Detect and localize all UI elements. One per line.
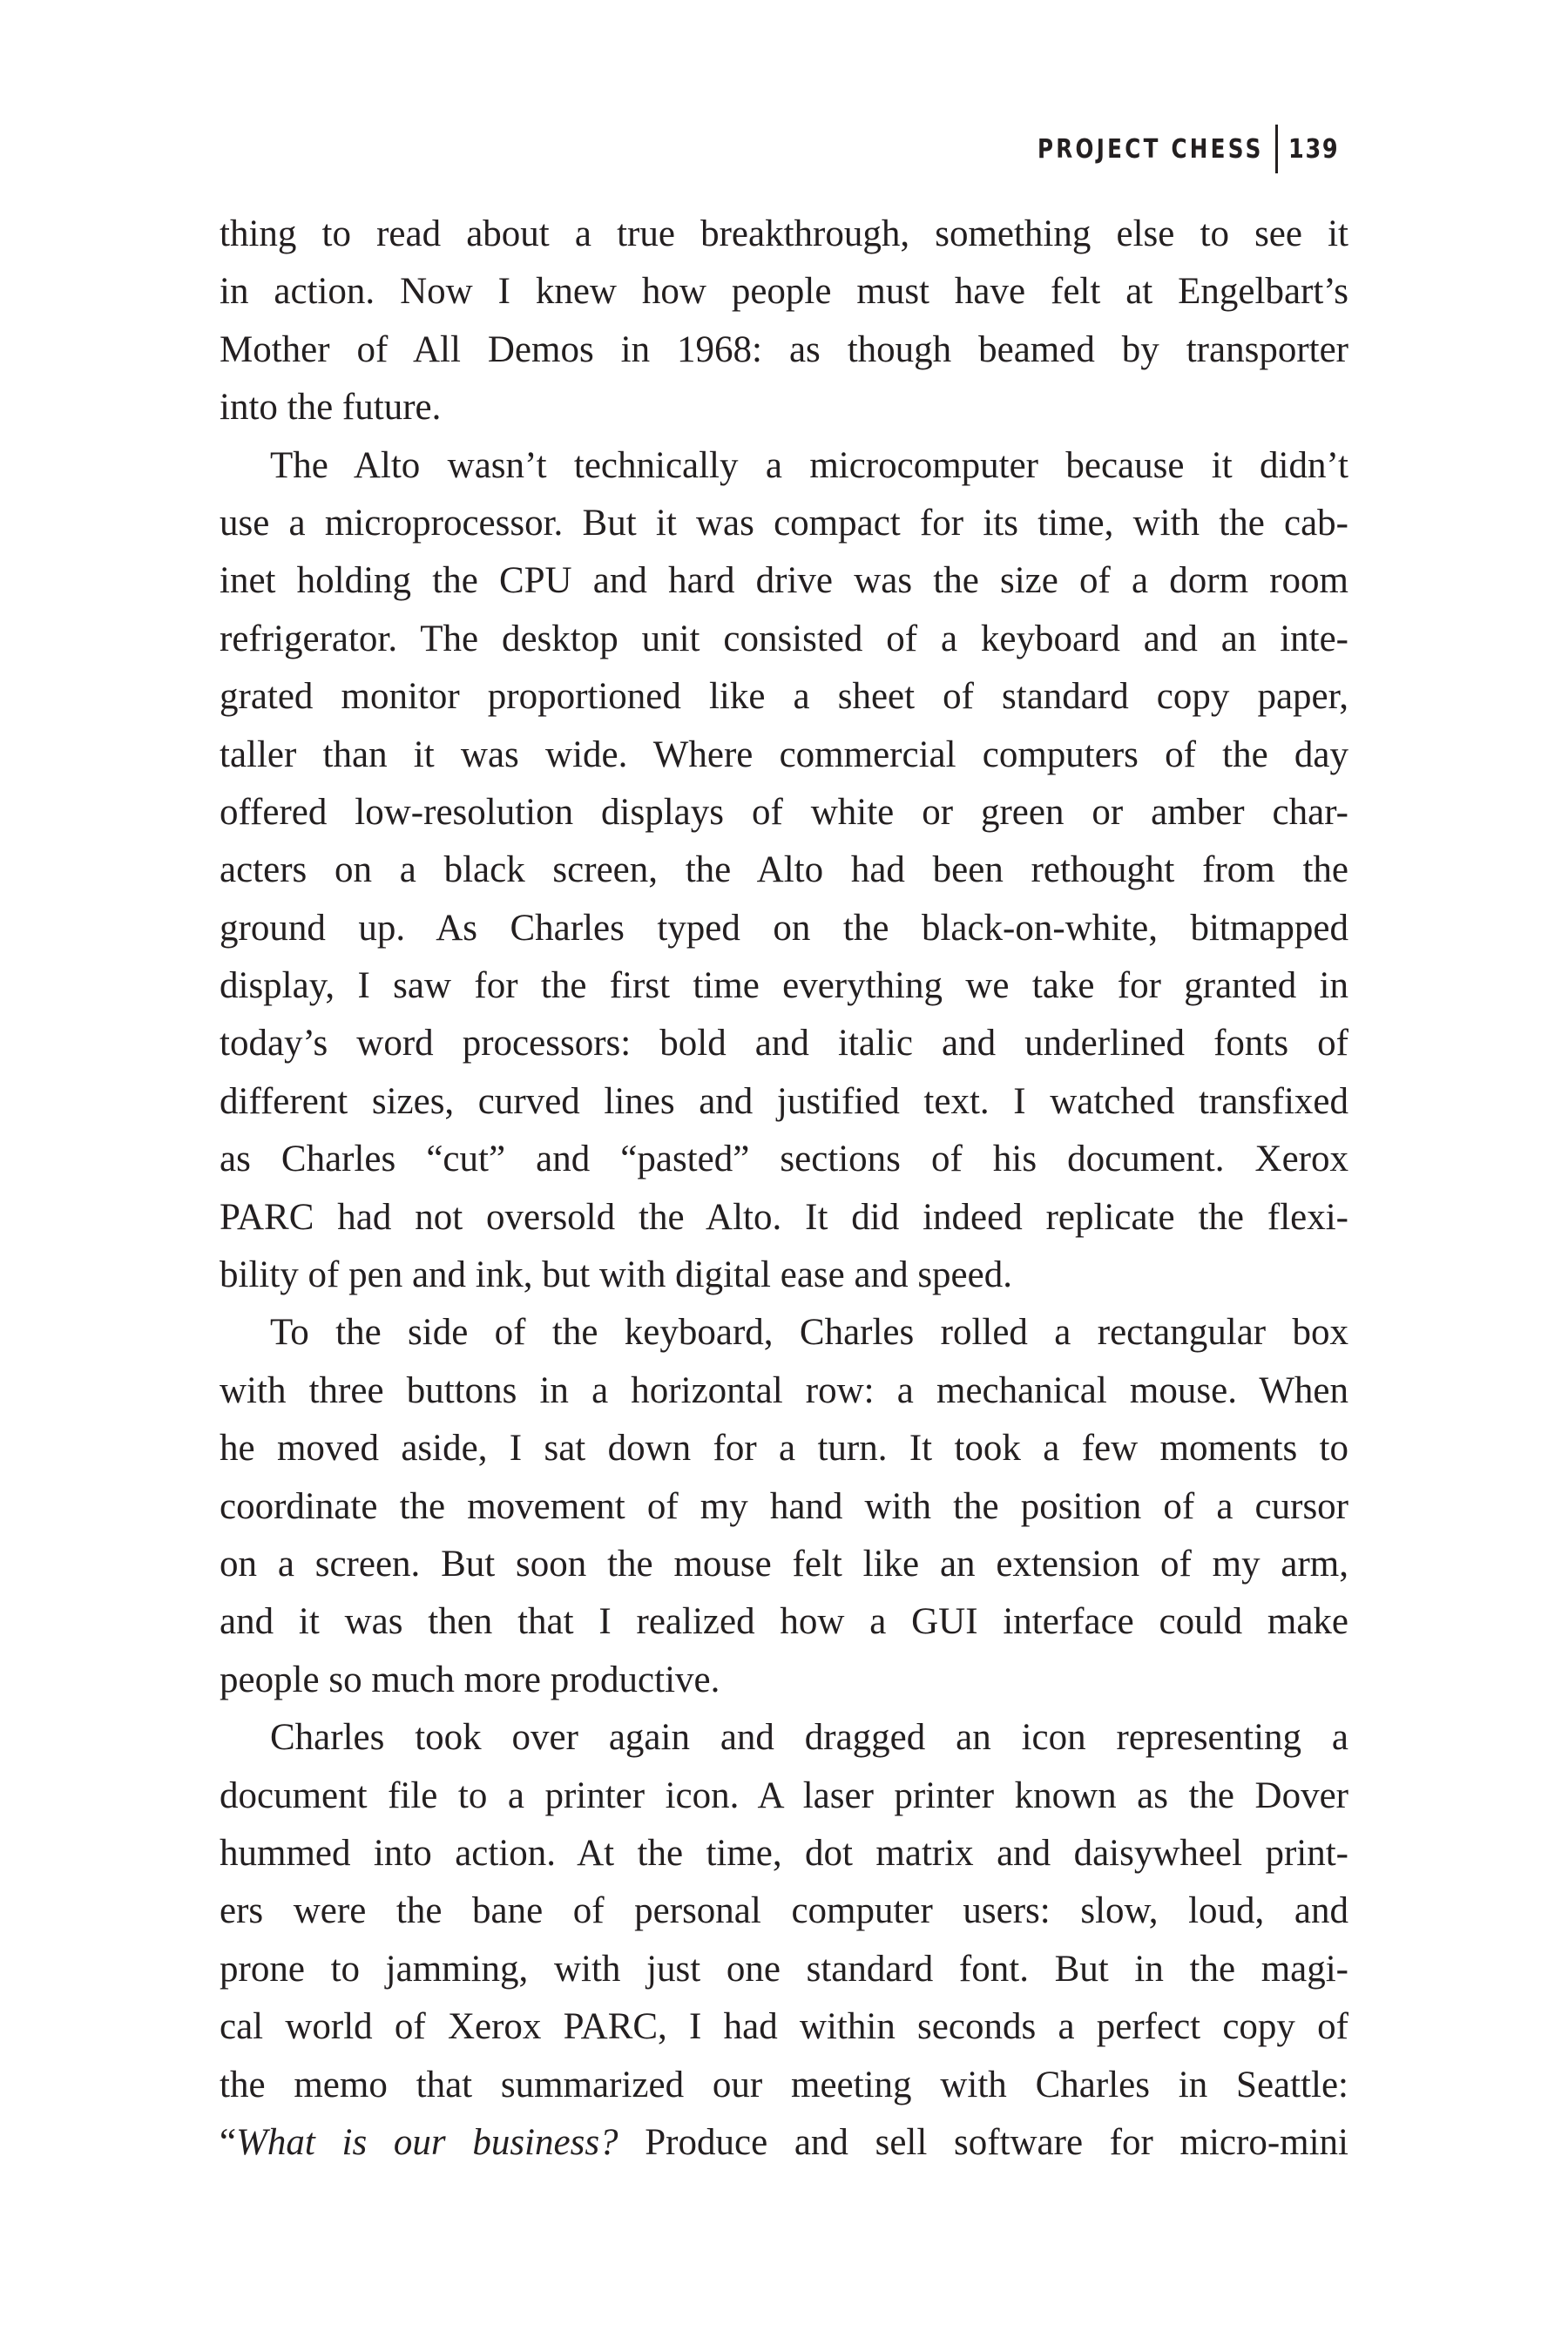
text-line: taller than it was wide. Where commercial computers of the day [220, 733, 1348, 775]
text-line: offered low-resolution displays of white or green or amber char- [220, 791, 1348, 833]
paragraph [220, 437, 1348, 1305]
text-line: The Alto wasn’t technically a microcomputer because it didn’t [270, 444, 1348, 486]
text-line: as Charles “cut” and “pasted” sections of his document. Xerox [220, 1139, 1348, 1180]
text-line: PARC had not oversold the Alto. It did indeed replicate the flexi- [220, 1196, 1348, 1238]
text-line: today’s word processors: bold and italic and underlined fonts of [220, 1023, 1348, 1064]
body-text [220, 206, 1348, 2172]
text-run: “ [220, 2121, 237, 2163]
running-head [988, 122, 1348, 176]
text-line: into the future. [220, 387, 442, 429]
text-line: ers were the bane of personal computer users: slow, loud, and [220, 1890, 1348, 1932]
text-line: ground up. As Charles typed on the black-on-white, bitmapped [220, 907, 1348, 949]
text-line: inet holding the CPU and hard drive was the size of a dorm room [220, 560, 1348, 602]
text-line: prone to jamming, with just one standard font. But in the magi- [220, 1948, 1348, 1990]
text-line: he moved aside, I sat down for a turn. It took a few moments to [220, 1428, 1348, 1470]
text-line: refrigerator. The desktop unit consisted of a keyboard and an inte- [220, 618, 1348, 659]
text-line: in action. Now I knew how people must have felt at Engelbart’s [220, 271, 1348, 313]
text-line: cal world of Xerox PARC, I had within seconds a perfect copy of [220, 2006, 1348, 2048]
text-line: To the side of the keyboard, Charles rolled a rectangular box [270, 1312, 1348, 1354]
paragraph [220, 1709, 1348, 2172]
text-line: bility of pen and ink, but with digital ease and speed. [220, 1254, 1012, 1296]
text-line: document file to a printer icon. A laser printer known as the Dover [220, 1774, 1348, 1816]
text-line: thing to read about a true breakthrough, something else to see it [220, 213, 1348, 254]
text-line [220, 2114, 1348, 2172]
text-line: with three buttons in a horizontal row: a mechanical mouse. When [220, 1369, 1348, 1411]
text-line: different sizes, curved lines and justified text. I watched transfixed [220, 1080, 1348, 1122]
paragraph [220, 206, 1348, 437]
section-title: PROJECT CHESS [1037, 133, 1264, 165]
text-line: coordinate the movement of my hand with the position of a cursor [220, 1485, 1348, 1527]
text-line: use a microprocessor. But it was compact for its time, with the cab- [220, 502, 1348, 544]
text-line: acters on a black screen, the Alto had been rethought from the [220, 849, 1348, 891]
text-line: the memo that summarized our meeting with Charles in Seattle: [220, 2064, 1348, 2105]
header-divider [1275, 125, 1278, 173]
text-line: hummed into action. At the time, dot matrix and daisywheel print- [220, 1832, 1348, 1874]
text-line: Mother of All Demos in 1968: as though beamed by transporter [220, 328, 1348, 370]
text-run: Produce and sell software for micro-mini [618, 2121, 1348, 2163]
text-line: and it was then that I realized how a GUI interface could make [220, 1601, 1348, 1643]
text-line: on a screen. But soon the mouse felt like an extension of my arm, [220, 1543, 1348, 1585]
text-line: people so much more productive. [220, 1659, 720, 1700]
text-line: Charles took over again and dragged an icon representing a [270, 1717, 1348, 1759]
paragraph [220, 1304, 1348, 1709]
text-line: display, I saw for the first time everything we take for granted in [220, 965, 1348, 1007]
text-line: grated monitor proportioned like a sheet of standard copy paper, [220, 676, 1348, 718]
page-number: 139 [1288, 133, 1340, 165]
italic-phrase: What is our business? [236, 2121, 618, 2163]
